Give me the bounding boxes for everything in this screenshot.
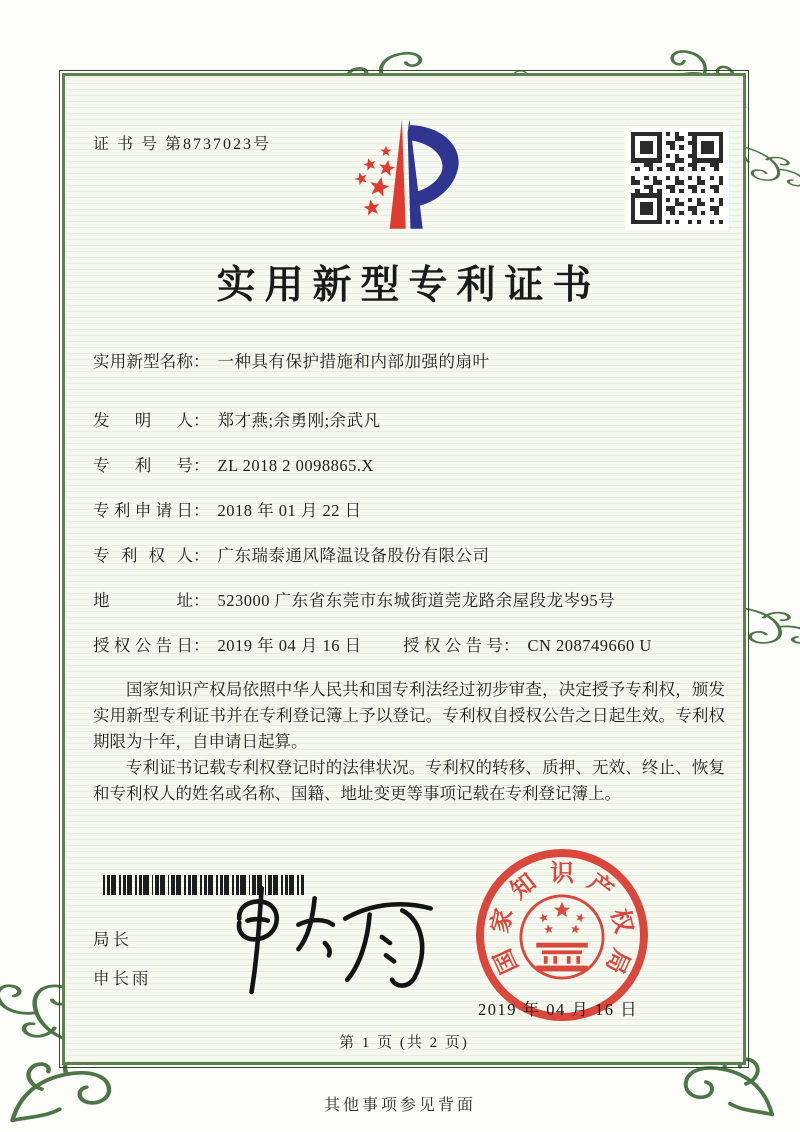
legal-text — [93, 677, 725, 807]
field-value: 广东瑞泰通风降温设备股份有限公司 — [217, 546, 490, 565]
field-colon: ： — [503, 636, 520, 655]
grant-number-pair — [403, 632, 652, 656]
certificate-number: 证 书 号 第8737023号 — [93, 136, 272, 153]
field-row-name — [93, 348, 723, 370]
field-row-filing-date — [93, 497, 723, 519]
cnipa-logo-icon — [335, 110, 467, 240]
field-value: 523000 广东省东莞市东城街道莞龙路余屋段龙岑95号 — [217, 591, 616, 610]
field-value: 2018 年 01 月 22 日 — [217, 501, 362, 520]
field-label: 授 权 公 告 号 — [403, 636, 503, 655]
field-label: 专 利 申 请 日 — [93, 501, 193, 520]
field-label: 实 用 新 型 名 称 — [93, 352, 193, 371]
legal-paragraph: 国家知识产权局依照中华人民共和国专利法经过初步审查，决定授予专利权，颁发实用新型专利证书并在专利登记簿上予以登记。专利权自授权公告之日起生效。专利权期限为十年，自申请日起算。 — [93, 680, 725, 751]
field-label: 发 明 人 — [93, 411, 193, 430]
field-value: 一种具有保护措施和内部加强的扇叶 — [217, 352, 490, 371]
field-value: ZL 2018 2 0098865.X — [217, 456, 374, 475]
field-row-inventors — [93, 407, 723, 429]
page-number: 第 1 页 (共 2 页) — [339, 1035, 469, 1051]
back-side-note: 其他事项参见背面 — [323, 1097, 476, 1114]
field-label: 授 权 公 告 日 — [93, 636, 193, 655]
certificate-frame — [62, 73, 746, 1065]
field-label: 地 址 — [93, 591, 193, 610]
field-value: 2019 年 04 月 16 日 — [217, 636, 362, 655]
commissioner-name: 申长雨 — [93, 969, 152, 988]
field-colon: ： — [193, 411, 210, 430]
field-label: 专 利 号 — [93, 456, 193, 475]
field-value: CN 208749660 U — [527, 636, 652, 655]
field-row-patent-no — [93, 452, 723, 474]
qr-code — [625, 126, 729, 230]
field-row-patentee — [93, 542, 723, 564]
commissioner-signature — [225, 884, 443, 996]
official-seal: 国 家 知 识 产 权 局 — [476, 849, 648, 1021]
field-colon: ： — [193, 352, 210, 371]
field-value: 郑才燕;余勇刚;余武凡 — [217, 411, 381, 430]
seal-date: 2019 年 04 月 16 日 — [478, 1000, 639, 1019]
certificate-title: 实用新型专利证书 — [216, 264, 601, 307]
field-colon: ： — [193, 636, 210, 655]
commissioner-title: 局长 — [93, 930, 132, 949]
field-row-grant — [93, 632, 723, 654]
field-row-address — [93, 587, 723, 609]
field-label: 专 利 权 人 — [93, 546, 193, 565]
national-emblem-icon — [519, 889, 605, 985]
field-colon: ： — [193, 591, 210, 610]
field-colon: ： — [193, 546, 210, 565]
legal-paragraph: 专利证书记载专利权登记时的法律状况。专利权的转移、质押、无效、终止、恢复和专利权人的姓名或名称、国籍、地址变更等事项记载在专利登记簿上。 — [93, 758, 725, 803]
field-colon: ： — [193, 501, 210, 520]
field-list — [93, 348, 723, 677]
field-colon: ： — [193, 456, 210, 475]
